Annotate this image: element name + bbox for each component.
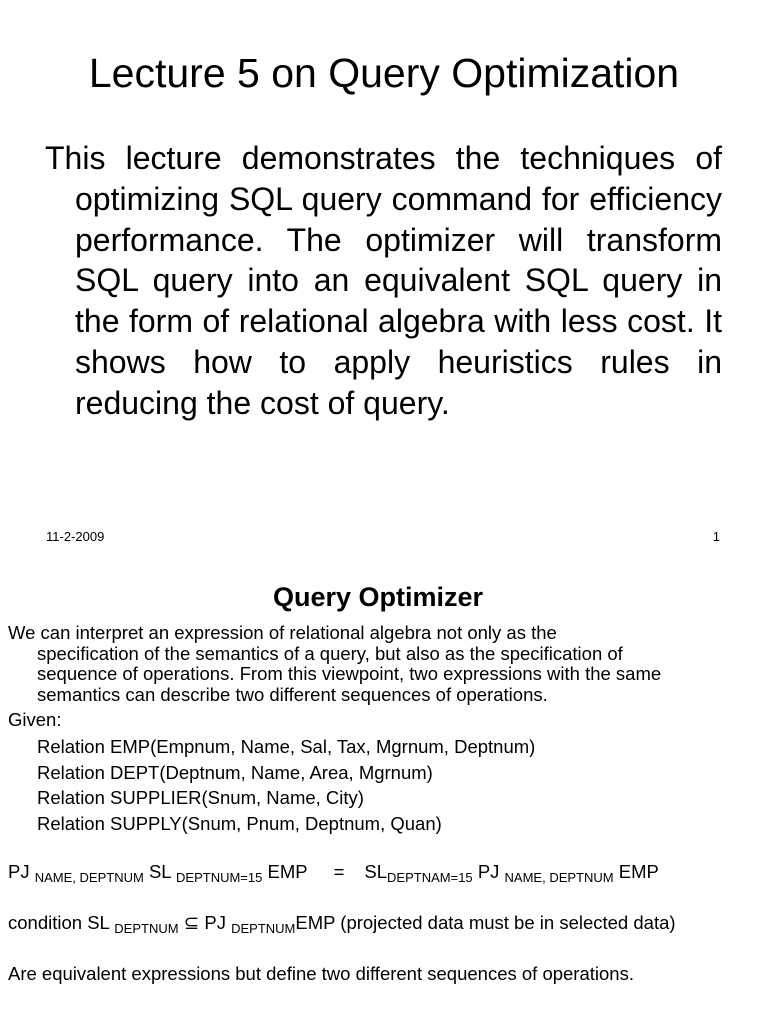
projection-attributes: NAME, DEPTNUM	[34, 870, 144, 885]
conclusion-text: Are equivalent expressions but define two different sequences of operations.	[8, 963, 634, 984]
relation-name: EMP	[295, 912, 336, 933]
lecture-title: Lecture 5 on Query Optimization	[88, 50, 680, 96]
selection-condition: DEPTNAM=15	[387, 870, 473, 885]
relation-item: Relation SUPPLIER(Snum, Name, City)	[37, 787, 364, 808]
projection-operator: PJ	[477, 861, 500, 882]
intro-paragraph	[8, 623, 758, 705]
projection-attributes: NAME, DEPTNUM	[504, 870, 614, 885]
selection-operator: SL	[148, 861, 171, 882]
selection-operator: SL	[364, 861, 388, 882]
projection-operator: PJ	[204, 912, 226, 933]
intro-line: We can interpret an expression of relational algebra not only as the	[8, 622, 557, 643]
selection-attribute: DEPTNUM	[114, 921, 179, 936]
selection-condition: DEPTNUM=15	[176, 870, 263, 885]
intro-line: specification of the semantics of a query, but also as the specification of	[37, 642, 623, 664]
slide-date: 11-2-2009	[46, 529, 105, 544]
relation-list	[37, 734, 535, 836]
equivalence-expression	[8, 862, 659, 883]
relation-name: EMP	[618, 861, 659, 882]
condition-expression	[8, 913, 676, 934]
relation-name: EMP	[267, 861, 308, 882]
projection-attribute: DEPTNUM	[231, 921, 296, 936]
relation-item: Relation DEPT(Deptnum, Name, Area, Mgrnum)	[37, 761, 433, 783]
condition-note: (projected data must be in selected data)	[340, 912, 676, 933]
section-title: Query Optimizer	[272, 582, 484, 612]
intro-line: sequence of operations. From this viewpoint, two expressions with the same	[37, 663, 662, 684]
lecture-description: This lecture demonstrates the techniques of optimizing SQL query command for efficiency performance. The optimizer will transform SQL query into an equivalent SQL query in the form of relational algebra with less cost. It shows how to apply heuristics rules in reducing the cost of query.	[45, 140, 722, 421]
projection-operator: PJ	[8, 861, 30, 882]
given-label: Given:	[8, 709, 62, 730]
condition-label: condition SL	[8, 912, 110, 933]
equals-sign: =	[333, 861, 345, 882]
relation-item: Relation SUPPLY(Snum, Pnum, Deptnum, Quan)	[37, 812, 442, 834]
intro-line: semantics can describe two different sequences of operations.	[37, 683, 548, 705]
slide-page-number: 1	[712, 529, 720, 544]
relation-item: Relation EMP(Empnum, Name, Sal, Tax, Mgrnum, Deptnum)	[37, 736, 536, 757]
subset-symbol: ⊆	[183, 912, 200, 933]
